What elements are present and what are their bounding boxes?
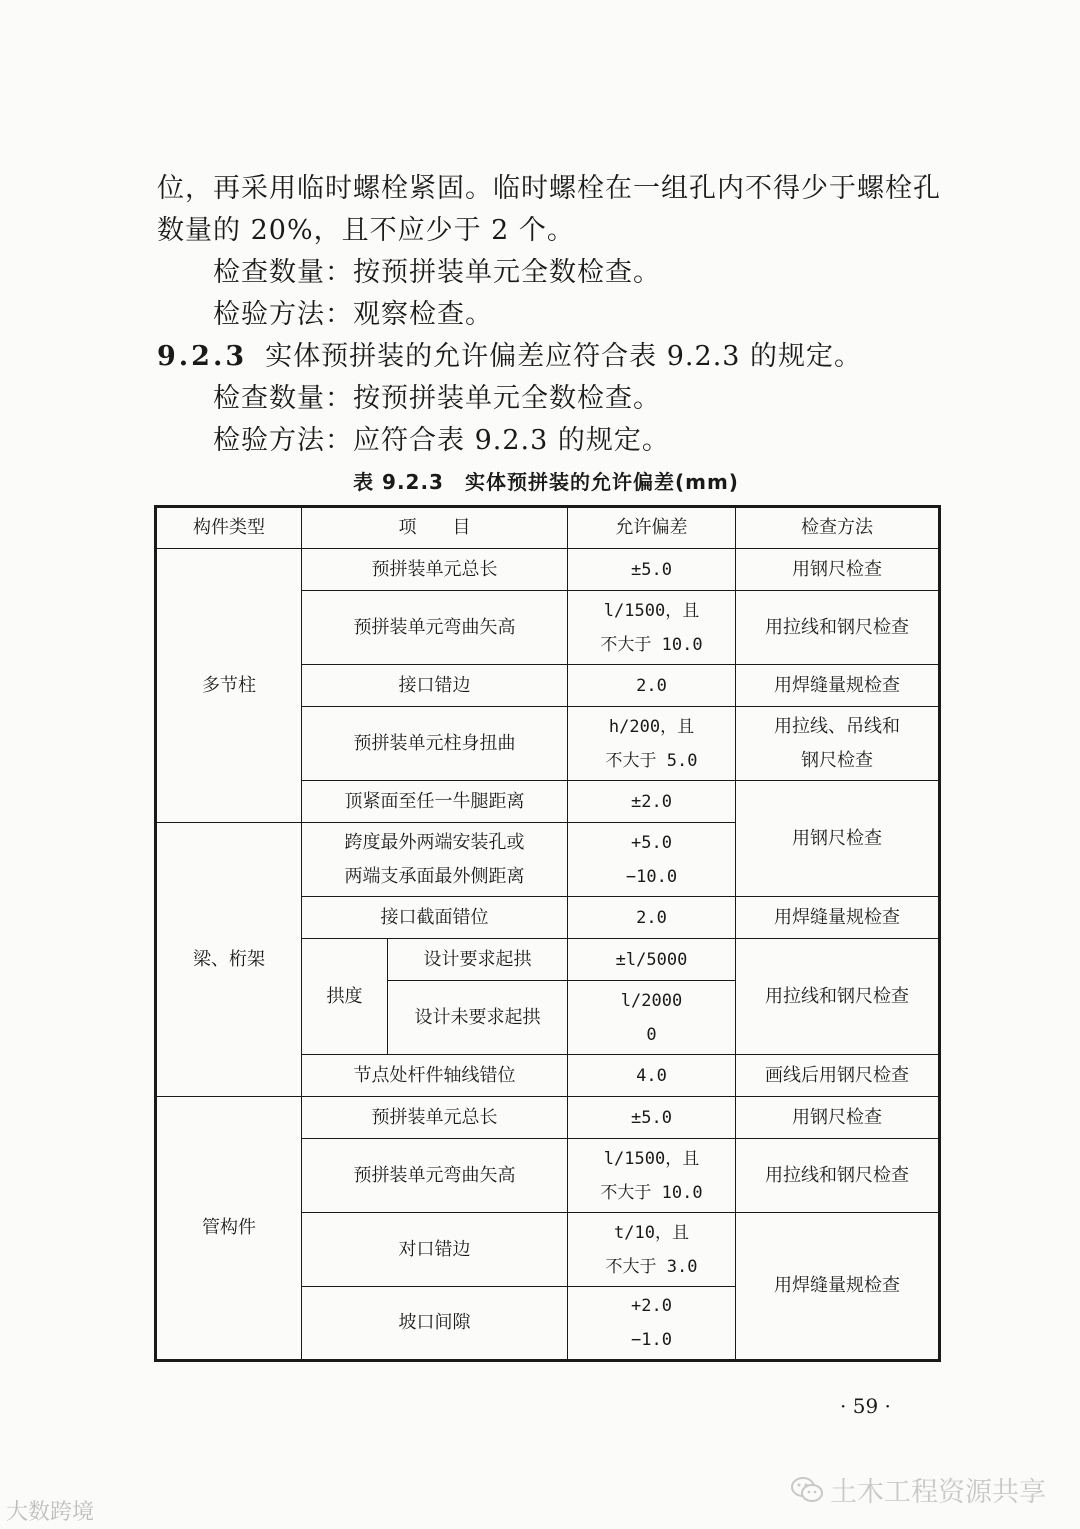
method-cell: 用拉线和钢尺检查 (736, 591, 940, 665)
tolerance-cell (568, 591, 736, 665)
paragraph-1-line-2: 数量的 20%，且不应少于 2 个。 (157, 215, 575, 246)
tolerance-cell (568, 1287, 736, 1361)
tolerance-line: −1.0 (631, 1330, 672, 1350)
camber-label: 拱度 (302, 939, 388, 1055)
method-cell: 用拉线和钢尺检查 (736, 1139, 940, 1213)
header-type: 构件类型 (156, 507, 302, 549)
paragraph-1-line-1: 位，再采用临时螺栓紧固。临时螺栓在一组孔内不得少于螺栓孔 (157, 173, 941, 204)
item-cell: 设计未要求起拱 (388, 981, 568, 1055)
method-cell: 用焊缝量规检查 (736, 1213, 940, 1361)
item-cell: 坡口间隙 (302, 1287, 568, 1361)
method-cell: 用焊缝量规检查 (736, 897, 940, 939)
tolerance-cell: 2.0 (568, 665, 736, 707)
header-item: 项 目 (302, 507, 568, 549)
tolerance-line: 不大于 10.0 (600, 1182, 703, 1203)
watermark-right (790, 1470, 1046, 1509)
tolerance-line: l/1500，且 (603, 600, 700, 621)
tolerance-cell (568, 1139, 736, 1213)
table-row (156, 1097, 940, 1139)
paragraph-check-method: 检验方法：观察检查。 (213, 299, 493, 330)
tolerance-cell: 4.0 (568, 1055, 736, 1097)
group-pipe: 管构件 (156, 1097, 302, 1361)
item-cell (302, 823, 568, 897)
method-cell: 用钢尺检查 (736, 781, 940, 897)
tolerance-line: 0 (646, 1024, 657, 1045)
method-line: 钢尺检查 (801, 749, 873, 771)
item-cell: 预拼装单元弯曲矢高 (302, 591, 568, 665)
tolerance-cell (568, 981, 736, 1055)
tolerance-line: 不大于 10.0 (600, 634, 703, 655)
tolerance-cell (568, 823, 736, 897)
item-cell: 预拼装单元柱身扭曲 (302, 707, 568, 781)
method-cell: 画线后用钢尺检查 (736, 1055, 940, 1097)
paragraph-check-quantity: 检查数量：按预拼装单元全数检查。 (213, 257, 661, 288)
tolerance-line: +5.0 (631, 832, 672, 853)
paragraph-check-quantity-2: 检查数量：按预拼装单元全数检查。 (213, 383, 661, 414)
tolerance-line: 不大于 3.0 (605, 1256, 698, 1277)
item-cell: 设计要求起拱 (388, 939, 568, 981)
item-line: 跨度最外两端安装孔或 (344, 831, 525, 853)
group-column: 多节柱 (156, 549, 302, 823)
tolerance-table (154, 505, 941, 1362)
section-text: 实体预拼装的允许偏差应符合表 9.2.3 的规定。 (265, 341, 863, 372)
paragraph-check-method-2: 检验方法：应符合表 9.2.3 的规定。 (213, 425, 670, 456)
item-cell: 预拼装单元总长 (302, 549, 568, 591)
method-cell: 用钢尺检查 (736, 1097, 940, 1139)
method-cell: 用拉线和钢尺检查 (736, 939, 940, 1055)
method-cell (736, 707, 940, 781)
group-beam: 梁、桁架 (156, 823, 302, 1097)
item-cell: 接口错边 (302, 665, 568, 707)
item-cell: 对口错边 (302, 1213, 568, 1287)
tolerance-line: t/10，且 (614, 1222, 689, 1243)
tolerance-cell: ±5.0 (568, 549, 736, 591)
item-line: 两端支承面最外侧距离 (344, 865, 525, 887)
tolerance-cell: ±2.0 (568, 781, 736, 823)
header-method: 检查方法 (736, 507, 940, 549)
tolerance-line: l/1500，且 (603, 1148, 700, 1169)
tolerance-cell (568, 707, 736, 781)
tolerance-line: +2.0 (631, 1296, 672, 1316)
table-header-row (156, 507, 940, 549)
tolerance-line: −10.0 (625, 866, 678, 887)
tolerance-cell: ±5.0 (568, 1097, 736, 1139)
item-cell: 节点处杆件轴线错位 (302, 1055, 568, 1097)
item-cell: 接口截面错位 (302, 897, 568, 939)
section-9-2-3 (157, 336, 947, 378)
method-cell: 用焊缝量规检查 (736, 665, 940, 707)
tolerance-cell: ±l/5000 (568, 939, 736, 981)
watermark-right-text: 土木工程资源共享 (830, 1477, 1046, 1508)
wechat-icon (790, 1476, 824, 1504)
section-number: 9.2.3 (157, 341, 248, 372)
header-tolerance: 允许偏差 (568, 507, 736, 549)
tolerance-line: 不大于 5.0 (605, 750, 698, 771)
tolerance-line: l/2000 (620, 990, 683, 1011)
page-number: · 59 · (840, 1394, 891, 1418)
table-row (156, 549, 940, 591)
watermark-left: 大数跨境 (6, 1500, 95, 1525)
method-cell: 用钢尺检查 (736, 549, 940, 591)
tolerance-line: h/200，且 (608, 716, 695, 737)
item-cell: 预拼装单元总长 (302, 1097, 568, 1139)
tolerance-cell (568, 1213, 736, 1287)
method-line: 用拉线、吊线和 (774, 715, 900, 737)
tolerance-cell: 2.0 (568, 897, 736, 939)
item-cell: 预拼装单元弯曲矢高 (302, 1139, 568, 1213)
table-caption: 表 9.2.3 实体预拼装的允许偏差(mm) (353, 470, 739, 494)
item-cell: 顶紧面至任一牛腿距离 (302, 781, 568, 823)
